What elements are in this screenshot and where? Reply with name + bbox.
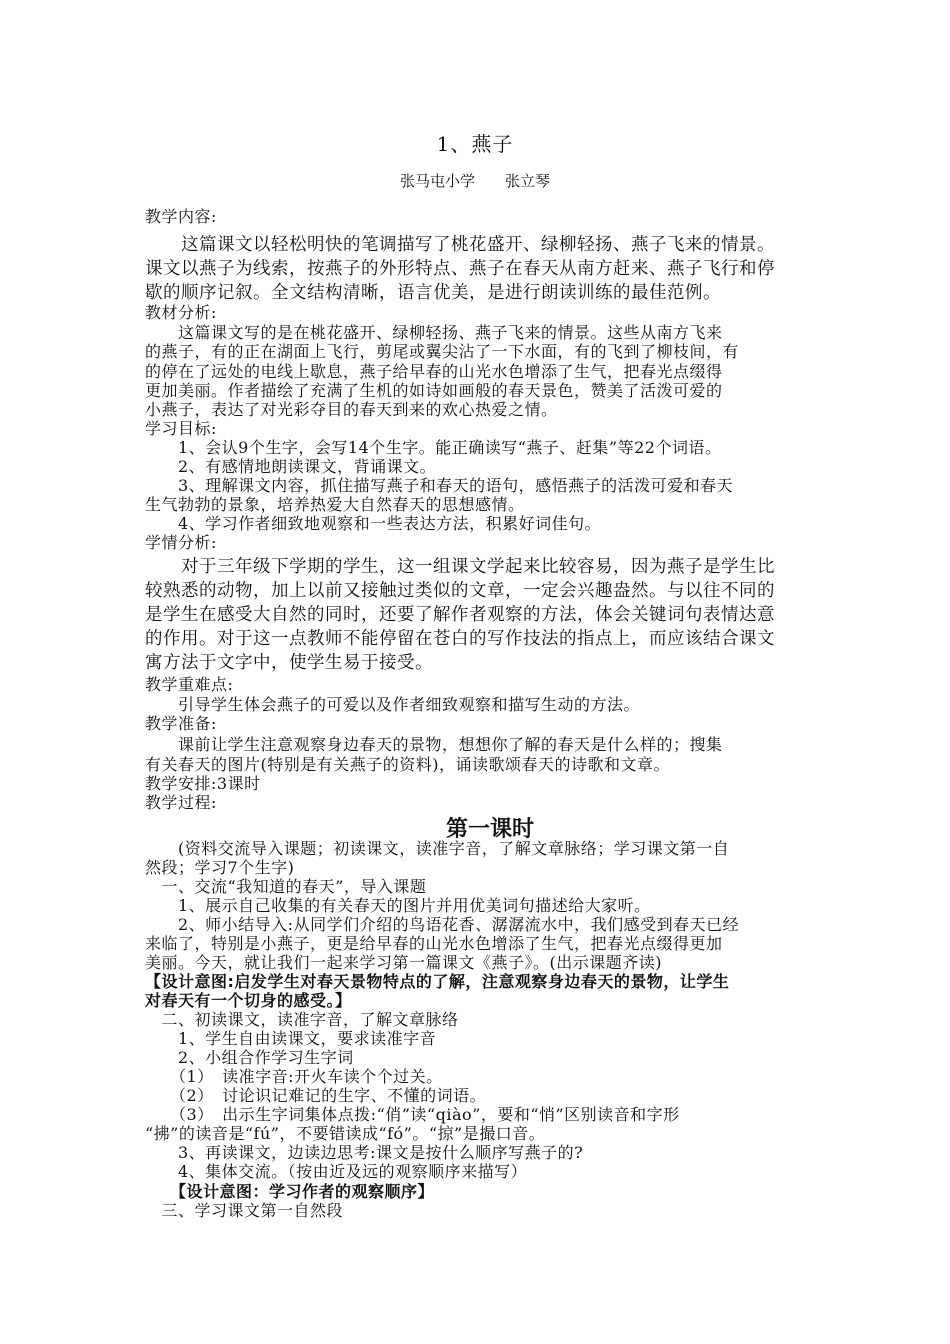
paragraph-line: 的作用。对于这一点教师不能停留在苍白的写作技法的指点上，而应该结合课文 — [145, 629, 775, 649]
paragraph-line: 1、会认9个生字，会写14个生字。能正确读写“燕子、赶集”等22个词语。 — [145, 438, 722, 457]
paragraph-line: 1、展示自己收集的有关春天的图片并用优美词句描述给大家听。 — [145, 896, 651, 915]
step-heading: 二、初读课文，读准字音，了解文章脉络 — [145, 1010, 459, 1029]
paragraph-line: （1） 读准字音:开火车读个个过关。 — [145, 1067, 443, 1086]
paragraph-line: 3、理解课文内容，抓住描写燕子和春天的语句，感悟燕子的活泼可爱和春天 — [145, 476, 734, 495]
paragraph-line: 4、学习作者细致地观察和一些表达方法，积累好词佳句。 — [145, 514, 602, 533]
paragraph-line: 然段；学习7个生字) — [145, 858, 295, 877]
section-heading: 教学安排:3课时 — [145, 774, 261, 793]
paragraph-line: （2） 讨论识记难记的生字、不懂的词语。 — [145, 1086, 487, 1105]
paragraph-line: 3、再读课文，边读边思考:课文是按什么顺序写燕子的? — [145, 1143, 584, 1162]
paragraph-line: 1、学生自由读课文，要求读准字音 — [145, 1029, 437, 1048]
paragraph-line: 4、集体交流。（按由近及远的观察顺序来描写） — [145, 1162, 528, 1181]
paragraph-line: 2、小组合作学习生字词 — [145, 1048, 354, 1067]
design-intent-note: 对春天有一个切身的感受。】 — [145, 991, 352, 1010]
section-heading: 教学内容: — [145, 207, 217, 226]
paragraph-line: “拂”的读音是“fú”，不要错读成“fó”。“掠”是撮口音。 — [145, 1124, 546, 1143]
doc-author: 张马屯小学 张立琴 — [399, 172, 550, 190]
paragraph-line: 引导学生体会燕子的可爱以及作者细致观察和描写生动的方法。 — [145, 695, 641, 714]
section-heading: 教材分析: — [145, 303, 217, 322]
section-heading: 教学准备: — [145, 714, 217, 733]
design-intent-note: 【设计意图:启发学生对春天景物特点的了解，注意观察身边春天的景物，让学生 — [145, 972, 730, 991]
paragraph-line: 寓方法于文字中，使学生易于接受。 — [145, 653, 433, 673]
paragraph-line: 来临了，特别是小燕子，更是给早春的山光水色增添了生气，把春光点缀得更加 — [145, 934, 723, 953]
lesson-heading: 第一课时 — [445, 817, 534, 842]
paragraph-line: 课文以燕子为线索，按燕子的外形特点、燕子在春天从南方赶来、燕子飞行和停 — [145, 259, 775, 279]
paragraph-line: 的停在了远处的电线上歇息，燕子给早春的山光水色增添了生气，把春光点缀得 — [145, 362, 723, 381]
paragraph-line: 小燕子，表达了对光彩夺目的春天到来的欢心热爱之情。 — [145, 400, 558, 419]
design-intent-note: 【设计意图：学习作者的观察顺序】 — [145, 1182, 435, 1201]
paragraph-line: 课前让学生注意观察身边春天的景物，想想你了解的春天是什么样的；搜集 — [145, 735, 723, 754]
paragraph-line: 较熟悉的动物，加上以前又接触过类似的文章，一定会兴趣盎然。与以往不同的 — [145, 581, 775, 601]
paragraph-line: 歇的顺序记叙。全文结构清晰，语言优美，是进行朗读训练的最佳范例。 — [145, 283, 721, 303]
section-heading: 教学过程: — [145, 793, 217, 812]
paragraph-line: 2、有感情地朗读课文，背诵课文。 — [145, 457, 437, 476]
section-heading: 学习目标: — [145, 419, 217, 438]
section-heading: 学情分析: — [145, 533, 217, 552]
paragraph-line: 这篇课文以轻松明快的笔调描写了桃花盛开、绿柳轻扬、燕子飞来的情景。 — [145, 235, 775, 255]
paragraph-line: 有关春天的图片(特别是有关燕子的资料)，诵读歌颂春天的诗歌和文章。 — [145, 755, 670, 774]
paragraph-line: 美丽。今天，就让我们一起来学习第一篇课文《燕子》。(出示课题齐读) — [145, 953, 662, 972]
paragraph-line: 的燕子，有的正在湖面上飞行，剪尾或翼尖沾了一下水面，有的飞到了柳枝间，有 — [145, 342, 740, 361]
paragraph-line: 2、师小结导入:从同学们介绍的鸟语花香、潺潺流水中，我们感受到春天已经 — [145, 915, 740, 934]
paragraph-line: 是学生在感受大自然的同时，还要了解作者观察的方法，体会关键词句表情达意 — [145, 605, 775, 625]
step-heading: 一、交流“我知道的春天”，导入课题 — [145, 877, 427, 896]
doc-title: 1、燕子 — [436, 132, 514, 156]
paragraph-line: （3） 出示生字词集体点拨:“俏”读“qiào”，要和“悄”区别读音和字形 — [145, 1105, 680, 1124]
paragraph-line: (资料交流导入课题；初读课文，读准字音，了解文章脉络；学习课文第一自 — [145, 839, 730, 858]
paragraph-line: 更加美丽。作者描绘了充满了生机的如诗如画般的春天景色，赞美了活泼可爱的 — [145, 381, 723, 400]
paragraph-line: 这篇课文写的是在桃花盛开、绿柳轻扬、燕子飞来的情景。这些从南方飞来 — [145, 323, 723, 342]
step-heading: 三、学习课文第一自然段 — [145, 1201, 344, 1220]
section-heading: 教学重难点: — [145, 675, 234, 694]
paragraph-line: 生气勃勃的景象，培养热爱大自然春天的思想感情。 — [145, 495, 525, 514]
paragraph-line: 对于三年级下学期的学生，这一组课文学起来比较容易，因为燕子是学生比 — [145, 557, 775, 577]
